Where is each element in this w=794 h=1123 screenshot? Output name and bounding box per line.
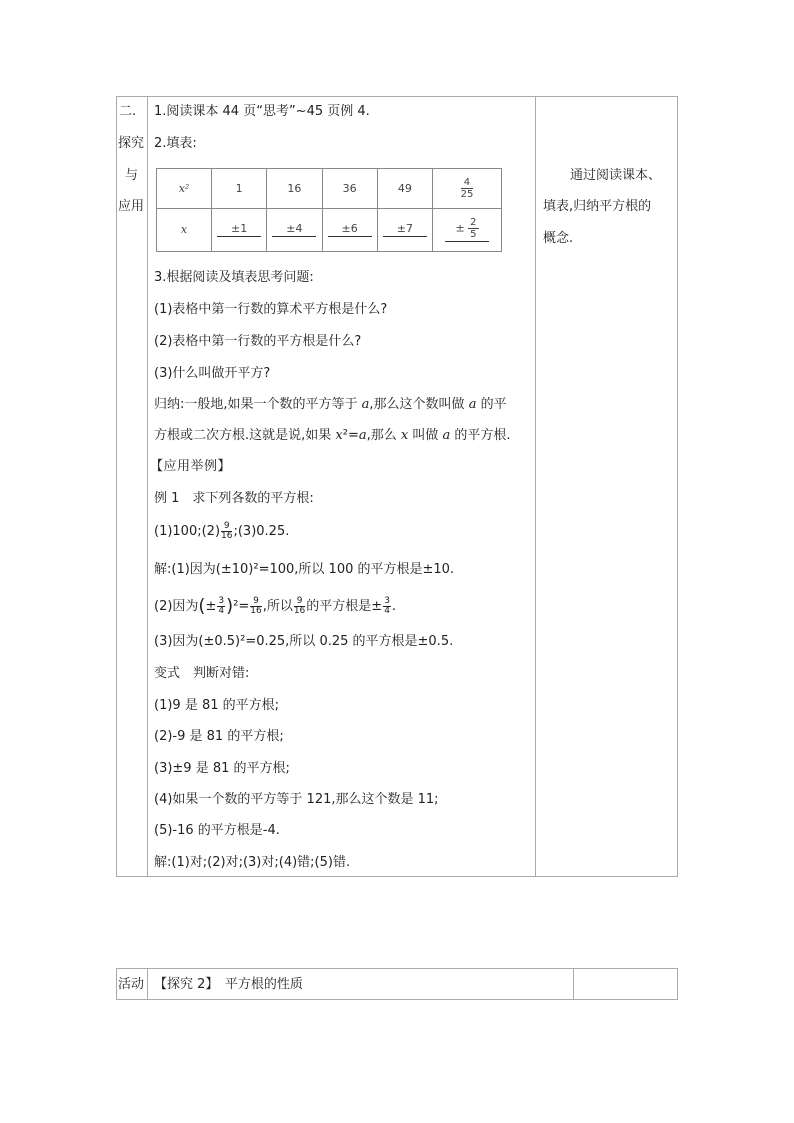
column-divider-right [535, 96, 536, 877]
solution-2: (2)因为(± $\frac{3}{4}$ )²= $\frac{9}{16}$ ,所以 $\frac{9}{16}$ 的平方根是± $\frac{3}{4}$ . [154, 595, 397, 617]
solution-3: (3)因为(±0.5)²=0.25,所以 0.25 的平方根是±0.5. [154, 634, 454, 649]
variant-5: (5)-16 的平方根是-4. [154, 823, 280, 838]
side-note-line-3: 概念. [543, 231, 574, 246]
question-2: (2)表格中第一行数的平方根是什么? [154, 334, 362, 349]
example-heading: 【应用举例】 [150, 459, 232, 474]
variant-1: (1)9 是 81 的平方根; [154, 698, 280, 713]
step-1: 1.阅读课本 44 页“思考”~45 页例 4. [154, 104, 370, 119]
activity-divider-right [573, 968, 574, 1000]
summary-line-1: 归纳:一般地,如果一个数的平方等于 a,那么这个数叫做 a 的平 [154, 397, 507, 412]
section-label-line-1: 探究 [118, 136, 145, 151]
side-note-line-1: 通过阅读课本、 [570, 168, 662, 183]
variant-2: (2)-9 是 81 的平方根; [154, 729, 284, 744]
activity-divider-left [147, 968, 148, 1000]
table-cell: 36 [322, 169, 377, 209]
solution-1: 解:(1)因为(±10)²=100,所以 100 的平方根是±10. [154, 562, 455, 577]
table-cell: 1 [212, 169, 267, 209]
row-head-x-squared: x² [157, 169, 212, 209]
example-1-items: (1)100;(2) $\frac{9}{16}$ ;(3)0.25. [154, 521, 290, 541]
row-head-x: x [157, 208, 212, 251]
fill-table [156, 168, 502, 252]
table-cell: 49 [377, 169, 432, 209]
answer-cell: ±7 [377, 208, 432, 251]
variant-3: (3)±9 是 81 的平方根; [154, 761, 290, 776]
activity-label: 活动 [118, 977, 145, 992]
variant-4: (4)如果一个数的平方等于 121,那么这个数是 11; [154, 792, 439, 807]
table-cell: 16 [267, 169, 322, 209]
section-label-line-2: 与 [125, 168, 139, 183]
answer-cell: ±4 [267, 208, 322, 251]
answer-cell-fraction: ± $\frac{2}{5}$ [433, 208, 502, 251]
step-3: 3.根据阅读及填表思考问题: [154, 270, 314, 285]
side-note-line-2: 填表,归纳平方根的 [543, 199, 652, 214]
activity-title: 【探究 2】 平方根的性质 [154, 977, 303, 992]
variant-answer: 解:(1)对;(2)对;(3)对;(4)错;(5)错. [154, 855, 351, 870]
summary-line-2: 方根或二次方根.这就是说,如果 x²=a,那么 x 叫做 a 的平方根. [154, 428, 511, 443]
section-label-line-3: 应用 [118, 199, 145, 214]
example-1: 例 1 求下列各数的平方根: [154, 491, 314, 506]
step-2: 2.填表: [154, 136, 197, 151]
table-row [157, 169, 502, 209]
answer-cell: ±1 [212, 208, 267, 251]
question-3: (3)什么叫做开平方? [154, 366, 271, 381]
answer-cell: ±6 [322, 208, 377, 251]
column-divider-left [147, 96, 148, 877]
table-row [157, 208, 502, 251]
question-1: (1)表格中第一行数的算术平方根是什么? [154, 302, 388, 317]
table-cell-fraction: $\frac{4}{25}$ [433, 169, 502, 209]
section-number: 二. [119, 104, 137, 119]
variant-heading: 变式 判断对错: [154, 666, 250, 681]
